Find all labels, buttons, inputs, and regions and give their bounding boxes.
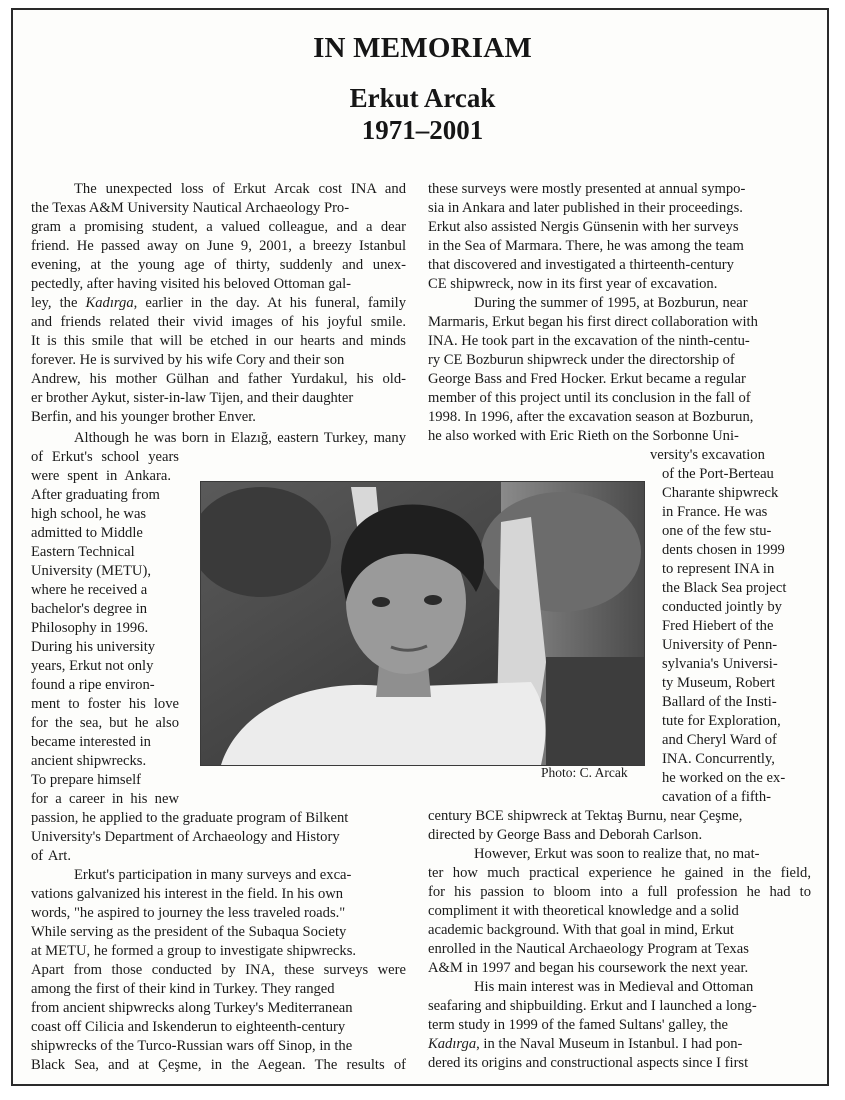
text-line: friend. He passed away on June 9, 2001, a breezy Istanbul <box>31 238 406 254</box>
text-line: coast off Cilicia and Iskenderun to eighteenth-century <box>31 1019 346 1035</box>
text-line: dered its origins and constructional aspects since I first <box>428 1055 749 1071</box>
text-line: in France. He was <box>662 504 768 520</box>
text-line: ley, the Kadırga, earlier in the day. At his funeral, family <box>31 295 406 311</box>
text-line: Although he was born in Elazığ, eastern Turkey, many <box>74 430 406 446</box>
text-line: admitted to Middle <box>31 525 143 541</box>
text-line: INA. He took part in the excavation of the ninth-centu- <box>428 333 750 349</box>
text-line: bachelor's degree in <box>31 601 148 617</box>
portrait-photo <box>200 481 645 766</box>
text-line: CE shipwreck, now in its first year of excavation. <box>428 276 718 292</box>
text-line: he worked on the ex- <box>662 770 786 786</box>
text-line: ment to foster his love <box>31 696 179 712</box>
text-line: dents chosen in 1999 <box>662 542 785 558</box>
text-line: term study in 1999 of the famed Sultans' galley, the <box>428 1017 728 1033</box>
text-line: at METU, he formed a group to investigate shipwrecks. <box>31 943 357 959</box>
text-line: Ballard of the Insti- <box>662 694 777 710</box>
text-line: academic background. With that goal in mind, Erkut <box>428 922 734 938</box>
text-line: conducted jointly by <box>662 599 782 615</box>
text-line: However, Erkut was soon to realize that, no mat- <box>474 846 760 862</box>
text-line: Charante shipwreck <box>662 485 779 501</box>
memorial-years: 1971–2001 <box>361 115 484 145</box>
text-line: ter how much practical experience he gained in the field, <box>428 865 811 881</box>
text-line: After graduating from <box>31 487 160 503</box>
text-line: gram a promising student, a valued colleague, and a dear <box>31 219 406 235</box>
text-line: shipwrecks of the Turco-Russian wars off Sinop, in the <box>31 1038 353 1054</box>
text-line: Fred Hiebert of the <box>662 618 774 634</box>
text-line: Apart from those conducted by INA, these surveys were <box>31 962 406 978</box>
text-line: passion, he applied to the graduate program of Bilkent <box>31 810 349 826</box>
text-line: Black Sea, and at Çeşme, in the Aegean. The results of <box>31 1057 406 1073</box>
text-line: 1998. In 1996, after the excavation season at Bozburun, <box>428 409 754 425</box>
text-line: er brother Aykut, sister-in-law Tijen, and their daughter <box>31 390 354 406</box>
text-line: INA. Concurrently, <box>662 751 775 767</box>
text-line: the Texas A&M University Nautical Archaeology Pro- <box>31 200 350 216</box>
text-line: that discovered and investigated a thirteenth-century <box>428 257 734 273</box>
text-line: University's Department of Archaeology and History <box>31 829 340 845</box>
text-line: high school, he was <box>31 506 147 522</box>
text-line: years, Erkut not only <box>31 658 154 674</box>
text-line: member of this project until its conclusion in the fall of <box>428 390 751 406</box>
text-line: enrolled in the Nautical Archaeology Program at Texas <box>428 941 749 957</box>
text-line: ry CE Bozburun shipwreck under the directorship of <box>428 352 735 368</box>
text-line: vations galvanized his interest in the field. In his own <box>31 886 344 902</box>
text-line: for the sea, but he also <box>31 715 179 731</box>
text-line: Berfin, and his younger brother Enver. <box>31 409 256 425</box>
section-heading: IN MEMORIAM <box>313 32 532 64</box>
text-line: The unexpected loss of Erkut Arcak cost INA and <box>74 181 406 197</box>
text-line: ty Museum, Robert <box>662 675 776 691</box>
text-line: cavation of a fifth- <box>662 789 771 805</box>
text-line: evening, at the young age of thirty, suddenly and unex- <box>31 257 406 273</box>
text-line: were spent in Ankara. <box>31 468 171 484</box>
text-line: His main interest was in Medieval and Ottoman <box>474 979 754 995</box>
text-line: Andrew, his mother Gülhan and father Yurdakul, his old- <box>31 371 406 387</box>
text-line: among the first of their kind in Turkey. They ranged <box>31 981 335 997</box>
text-line: words, "he aspired to journey the less traveled roads." <box>31 905 346 921</box>
text-line: During his university <box>31 639 156 655</box>
photo-caption: Photo: C. Arcak <box>541 765 628 780</box>
text-line: to represent INA in <box>662 561 775 577</box>
text-line: and Cheryl Ward of <box>662 732 777 748</box>
text-line: University (METU), <box>31 563 151 579</box>
text-line: pectedly, after having visited his beloved Ottoman gal- <box>31 276 352 292</box>
text-line: It is this smile that will be etched in our hearts and minds <box>31 333 406 349</box>
text-line: seafaring and shipbuilding. Erkut and I launched a long- <box>428 998 757 1014</box>
text-line: found a ripe environ- <box>31 677 155 693</box>
text-line: century BCE shipwreck at Tektaş Burnu, near Çeşme, <box>428 808 743 824</box>
text-line: the Black Sea project <box>662 580 787 596</box>
text-line: compliment it with theoretical knowledge and a solid <box>428 903 739 919</box>
text-line: of the Port-Berteau <box>662 466 774 482</box>
text-line: To prepare himself <box>31 772 142 788</box>
text-line: he also worked with Eric Rieth on the Sorbonne Uni- <box>428 428 739 444</box>
text-line: George Bass and Fred Hocker. Erkut became a regular <box>428 371 746 387</box>
text-line: Philosophy in 1996. <box>31 620 149 636</box>
text-line: directed by George Bass and Deborah Carlson. <box>428 827 703 843</box>
text-line: A&M in 1997 and began his coursework the next year. <box>428 960 749 976</box>
text-line: tute for Exploration, <box>662 713 781 729</box>
text-line: sia in Ankara and later published in their proceedings. <box>428 200 743 216</box>
text-line: forever. He is survived by his wife Cory and their son <box>31 352 345 368</box>
text-line: Eastern Technical <box>31 544 135 560</box>
text-line: of Erkut's school years <box>31 449 179 465</box>
text-line: for a career in his new <box>31 791 179 807</box>
text-line: sylvania's Universi- <box>662 656 778 672</box>
text-line: from ancient shipwrecks along Turkey's Mediterranean <box>31 1000 353 1016</box>
text-line: Erkut also assisted Nergis Günsenin with her surveys <box>428 219 739 235</box>
text-line: Marmaris, Erkut began his first direct collaboration with <box>428 314 758 330</box>
text-line: During the summer of 1995, at Bozburun, near <box>474 295 748 311</box>
text-line: where he received a <box>31 582 148 598</box>
text-line: and friends related their vivid images of his joyful smile. <box>31 314 406 330</box>
text-line: University of Penn- <box>662 637 778 653</box>
text-line: for his passion to bloom into a full profession he had to <box>428 884 811 900</box>
text-line: Erkut's participation in many surveys and exca- <box>74 867 352 883</box>
text-line: Kadırga, in the Naval Museum in Istanbul. I had pon- <box>428 1036 743 1052</box>
text-line: While serving as the president of the Subaqua Society <box>31 924 347 940</box>
text-line: one of the few stu- <box>662 523 772 539</box>
memorial-name: Erkut Arcak <box>349 83 496 113</box>
text-line: became interested in <box>31 734 151 750</box>
text-line: in the Sea of Marmara. There, he was among the team <box>428 238 744 254</box>
text-line: ancient shipwrecks. <box>31 753 147 769</box>
text-line: these surveys were mostly presented at annual sympo- <box>428 181 746 197</box>
text-line: of Art. <box>31 848 71 864</box>
text-line: versity's excavation <box>650 447 765 463</box>
